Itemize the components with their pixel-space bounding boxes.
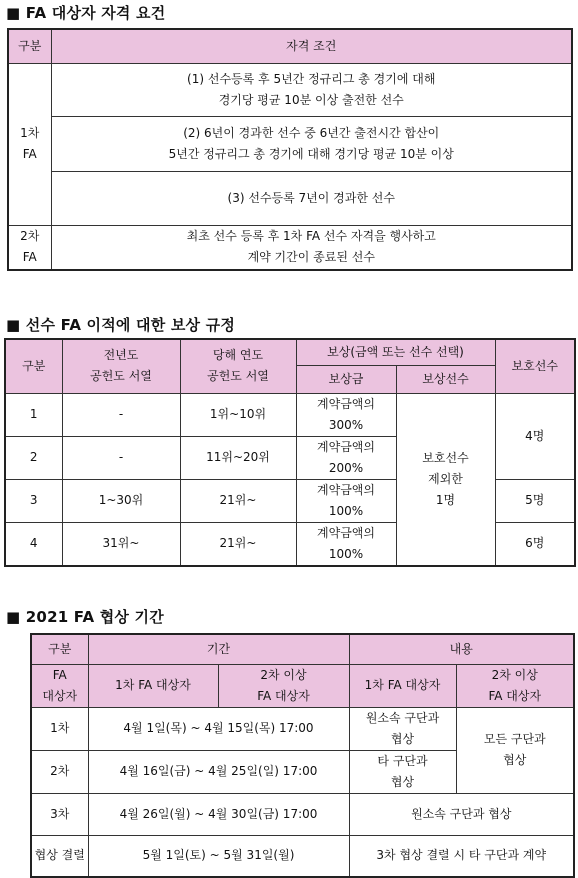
- period-cell: 5월 1일(토) ~ 5월 31일(월): [88, 835, 349, 877]
- second-fa-condition: 최초 선수 등록 후 1차 FA 선수 자격을 행사하고 계약 기간이 종료된 선수: [51, 225, 572, 270]
- header-compensation-money: 보상금: [296, 365, 396, 393]
- protected-players-cell: 5명: [495, 479, 575, 522]
- fa-eligibility-table: [7, 28, 573, 271]
- round-label: 협상 결렬: [31, 835, 88, 877]
- second-fa-label: 2차 FA: [8, 225, 51, 270]
- header-fa-target: FA 대상자: [31, 664, 88, 707]
- this-year-rank-cell: 1위~10위: [180, 393, 296, 436]
- prev-year-rank-cell: -: [62, 393, 180, 436]
- category-cell: 3: [5, 479, 62, 522]
- first-fa-label: 1차 FA: [8, 63, 51, 225]
- compensation-money-cell: 계약금액의 200%: [296, 436, 396, 479]
- header-compensation: 보상(금액 또는 선수 선택): [296, 339, 495, 365]
- header-period: 기간: [88, 634, 349, 664]
- section-title-negotiation-period: ■ 2021 FA 협상 기간: [6, 608, 164, 626]
- round-label: 2차: [31, 750, 88, 793]
- prev-year-rank-cell: -: [62, 436, 180, 479]
- header-compensation-player: 보상선수: [396, 365, 495, 393]
- category-cell: 4: [5, 522, 62, 566]
- eligibility-condition-1: (1) 선수등록 후 5년간 정규리그 총 경기에 대해 경기당 평균 10분 이상 출전한 선수: [51, 63, 572, 116]
- eligibility-condition-3: (3) 선수등록 7년이 경과한 선수: [51, 171, 572, 225]
- header-content: 내용: [349, 634, 574, 664]
- round-label: 1차: [31, 707, 88, 750]
- category-cell: 1: [5, 393, 62, 436]
- compensation-player-cell: 보호선수 제외한 1명: [396, 393, 495, 566]
- eligibility-condition-2: (2) 6년이 경과한 선수 중 6년간 출전시간 합산이 5년간 정규리그 총 경기에 대해 경기당 평균 10분 이상: [51, 116, 572, 171]
- period-cell: 4월 16일(금) ~ 4월 25일(일) 17:00: [88, 750, 349, 793]
- header-first-fa-period: 1차 FA 대상자: [88, 664, 218, 707]
- header-category: 구분: [5, 339, 62, 393]
- content-cell: 원소속 구단과 협상: [349, 707, 456, 750]
- header-this-year-rank: 당해 연도 공헌도 서열: [180, 339, 296, 393]
- protected-players-cell: 4명: [495, 393, 575, 479]
- content-cell: 원소속 구단과 협상: [349, 793, 574, 835]
- second-fa-content-cell: 모든 구단과 협상: [456, 707, 574, 793]
- header-second-fa-period: 2차 이상 FA 대상자: [218, 664, 349, 707]
- this-year-rank-cell: 21위~: [180, 479, 296, 522]
- this-year-rank-cell: 11위~20위: [180, 436, 296, 479]
- header-protected-players: 보호선수: [495, 339, 575, 393]
- compensation-money-cell: 계약금액의 300%: [296, 393, 396, 436]
- section-title-compensation: ■ 선수 FA 이적에 대한 보상 규정: [6, 316, 236, 334]
- period-cell: 4월 1일(목) ~ 4월 15일(목) 17:00: [88, 707, 349, 750]
- period-cell: 4월 26일(월) ~ 4월 30일(금) 17:00: [88, 793, 349, 835]
- compensation-table: [4, 338, 576, 567]
- protected-players-cell: 6명: [495, 522, 575, 566]
- section-title-fa-eligibility: ■ FA 대상자 자격 요건: [6, 4, 166, 22]
- content-cell: 타 구단과 협상: [349, 750, 456, 793]
- header-eligibility: 자격 조건: [51, 29, 572, 63]
- this-year-rank-cell: 21위~: [180, 522, 296, 566]
- header-first-fa-content: 1차 FA 대상자: [349, 664, 456, 707]
- header-category: 구분: [31, 634, 88, 664]
- header-second-fa-content: 2차 이상 FA 대상자: [456, 664, 574, 707]
- compensation-money-cell: 계약금액의 100%: [296, 522, 396, 566]
- content-cell: 3차 협상 결렬 시 타 구단과 계약: [349, 835, 574, 877]
- prev-year-rank-cell: 1~30위: [62, 479, 180, 522]
- header-prev-year-rank: 전년도 공헌도 서열: [62, 339, 180, 393]
- negotiation-period-table: [30, 633, 575, 878]
- category-cell: 2: [5, 436, 62, 479]
- header-category: 구분: [8, 29, 51, 63]
- round-label: 3차: [31, 793, 88, 835]
- compensation-money-cell: 계약금액의 100%: [296, 479, 396, 522]
- prev-year-rank-cell: 31위~: [62, 522, 180, 566]
